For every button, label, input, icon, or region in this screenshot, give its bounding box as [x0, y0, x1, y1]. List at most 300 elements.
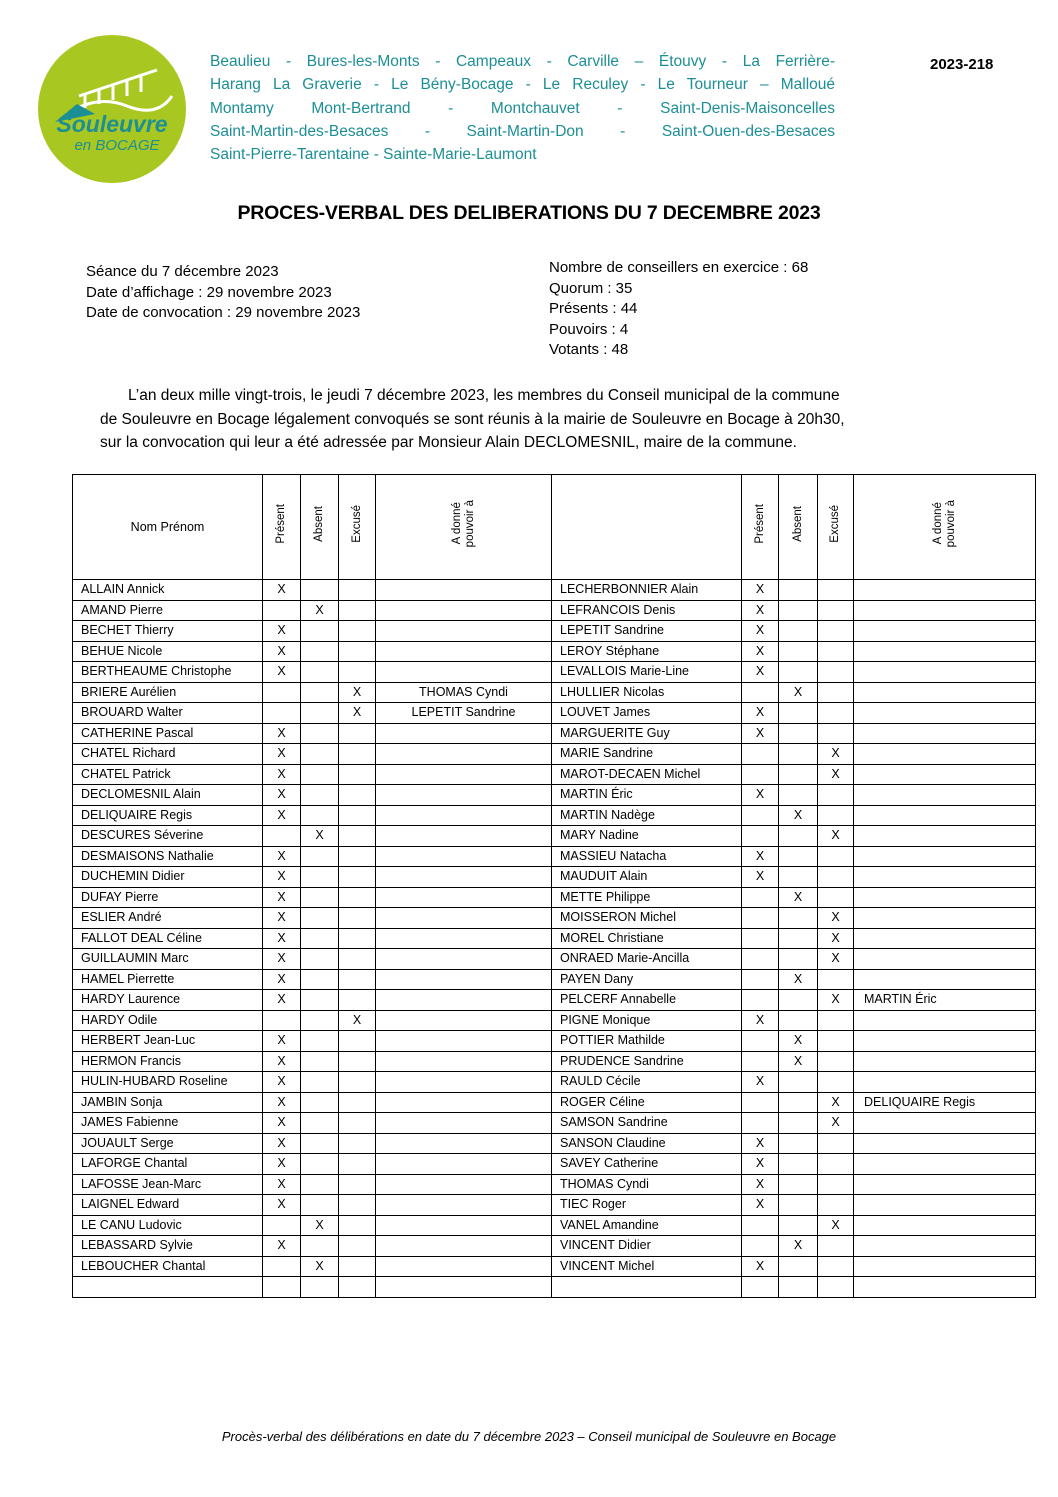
- proxy-name: [376, 580, 552, 601]
- header-pouvoir: A donné pouvoir à: [376, 475, 552, 580]
- absent-mark: [301, 785, 339, 806]
- document-reference: 2023-218: [930, 56, 994, 73]
- excuse-mark: [339, 1072, 376, 1093]
- proxy-name: [376, 805, 552, 826]
- member-name: POTTIER Mathilde: [552, 1031, 742, 1052]
- present-mark: X: [263, 805, 301, 826]
- present-mark: [742, 928, 779, 949]
- absent-mark: [779, 1092, 818, 1113]
- page-footer: Procès-verbal des délibérations en date du 7 décembre 2023 – Conseil municipal de Souleuvre en Bocage: [221, 1429, 837, 1444]
- absent-mark: [779, 1195, 818, 1216]
- excuse-mark: X: [818, 1215, 854, 1236]
- proxy-name: [376, 949, 552, 970]
- member-name: LEFRANCOIS Denis: [552, 600, 742, 621]
- present-mark: X: [263, 1092, 301, 1113]
- absent-mark: [301, 580, 339, 601]
- excuse-mark: [818, 1154, 854, 1175]
- excuse-mark: [339, 1092, 376, 1113]
- member-name: GUILLAUMIN Marc: [73, 949, 263, 970]
- present-mark: X: [742, 1256, 779, 1277]
- present-mark: X: [263, 990, 301, 1011]
- excuse-mark: X: [818, 1092, 854, 1113]
- excuse-mark: [818, 1277, 854, 1298]
- table-row: [73, 908, 1036, 929]
- absent-mark: [779, 785, 818, 806]
- present-mark: [742, 826, 779, 847]
- present-mark: X: [742, 1174, 779, 1195]
- excuse-mark: [818, 1195, 854, 1216]
- excuse-mark: [818, 621, 854, 642]
- present-mark: X: [263, 621, 301, 642]
- excuse-mark: [339, 1277, 376, 1298]
- absent-mark: [779, 908, 818, 929]
- absent-mark: [301, 1072, 339, 1093]
- proxy-name: [854, 785, 1036, 806]
- excuse-mark: [339, 600, 376, 621]
- present-mark: [742, 887, 779, 908]
- excuse-mark: [818, 1133, 854, 1154]
- count-votants: Votants : 48: [549, 341, 629, 358]
- member-name: DUFAY Pierre: [73, 887, 263, 908]
- absent-mark: [301, 867, 339, 888]
- absent-mark: [301, 744, 339, 765]
- table-row: [73, 805, 1036, 826]
- proxy-name: [376, 641, 552, 662]
- header-present: Présent: [263, 475, 301, 580]
- member-name: MASSIEU Natacha: [552, 846, 742, 867]
- present-mark: [742, 1277, 779, 1298]
- proxy-name: [854, 1277, 1036, 1298]
- table-row: [73, 1072, 1036, 1093]
- member-name: LAFOSSE Jean-Marc: [73, 1174, 263, 1195]
- proxy-name: [376, 1133, 552, 1154]
- member-name: LEBASSARD Sylvie: [73, 1236, 263, 1257]
- member-name: HARDY Odile: [73, 1010, 263, 1031]
- member-name: LEROY Stéphane: [552, 641, 742, 662]
- member-name: ROGER Céline: [552, 1092, 742, 1113]
- absent-mark: [301, 662, 339, 683]
- present-mark: [742, 949, 779, 970]
- header-excuse: Excusé: [339, 475, 376, 580]
- present-mark: X: [742, 785, 779, 806]
- table-row: [73, 1051, 1036, 1072]
- member-name: MARY Nadine: [552, 826, 742, 847]
- intro-paragraph: [100, 384, 962, 455]
- page-title: PROCES-VERBAL DES DELIBERATIONS DU 7 DECEMBRE 2023: [237, 202, 821, 224]
- excuse-mark: X: [818, 764, 854, 785]
- table-row: [73, 949, 1036, 970]
- member-name: MAUDUIT Alain: [552, 867, 742, 888]
- proxy-name: [376, 887, 552, 908]
- proxy-name: [376, 600, 552, 621]
- excuse-mark: [339, 1113, 376, 1134]
- member-name: VINCENT Michel: [552, 1256, 742, 1277]
- member-name: PAYEN Dany: [552, 969, 742, 990]
- proxy-name: MARTIN Éric: [854, 990, 1036, 1011]
- proxy-name: [854, 826, 1036, 847]
- member-name: JAMBIN Sonja: [73, 1092, 263, 1113]
- communes-line: Saint-Pierre-Tarentaine - Sainte-Marie-Laumont: [210, 146, 537, 164]
- absent-mark: X: [301, 600, 339, 621]
- present-mark: X: [263, 1113, 301, 1134]
- proxy-name: [376, 1195, 552, 1216]
- absent-mark: [779, 990, 818, 1011]
- member-name: BROUARD Walter: [73, 703, 263, 724]
- excuse-mark: [339, 641, 376, 662]
- table-row: [73, 990, 1036, 1011]
- table-row: [73, 662, 1036, 683]
- proxy-name: [854, 621, 1036, 642]
- member-name: SAMSON Sandrine: [552, 1113, 742, 1134]
- absent-mark: [779, 600, 818, 621]
- absent-mark: [301, 1277, 339, 1298]
- member-name: HERBERT Jean-Luc: [73, 1031, 263, 1052]
- proxy-name: [854, 928, 1036, 949]
- proxy-name: [376, 1277, 552, 1298]
- excuse-mark: [818, 600, 854, 621]
- present-mark: X: [263, 1031, 301, 1052]
- present-mark: [742, 744, 779, 765]
- absent-mark: X: [779, 1236, 818, 1257]
- absent-mark: [779, 1072, 818, 1093]
- table-header-row: [73, 475, 1036, 580]
- count-exercice: Nombre de conseillers en exercice : 68: [549, 259, 809, 276]
- table-row: [73, 682, 1036, 703]
- table-row: [73, 1236, 1036, 1257]
- excuse-mark: [818, 1010, 854, 1031]
- excuse-mark: [339, 744, 376, 765]
- excuse-mark: [339, 1174, 376, 1195]
- excuse-mark: [818, 580, 854, 601]
- excuse-mark: X: [818, 949, 854, 970]
- absent-mark: [301, 1051, 339, 1072]
- proxy-name: [376, 1051, 552, 1072]
- present-mark: X: [263, 1236, 301, 1257]
- excuse-mark: [339, 908, 376, 929]
- member-name: LOUVET James: [552, 703, 742, 724]
- excuse-mark: [818, 785, 854, 806]
- present-mark: X: [742, 703, 779, 724]
- absent-mark: [301, 1092, 339, 1113]
- excuse-mark: [339, 785, 376, 806]
- absent-mark: [779, 1256, 818, 1277]
- excuse-mark: [339, 1236, 376, 1257]
- present-mark: [263, 703, 301, 724]
- table-row: [73, 1092, 1036, 1113]
- proxy-name: [854, 1195, 1036, 1216]
- present-mark: X: [742, 621, 779, 642]
- member-name: PRUDENCE Sandrine: [552, 1051, 742, 1072]
- proxy-name: [376, 662, 552, 683]
- present-mark: [263, 1277, 301, 1298]
- present-mark: X: [263, 846, 301, 867]
- absent-mark: X: [301, 1256, 339, 1277]
- proxy-name: [376, 826, 552, 847]
- present-mark: X: [742, 662, 779, 683]
- excuse-mark: [339, 969, 376, 990]
- table-row: [73, 1154, 1036, 1175]
- present-mark: X: [263, 949, 301, 970]
- absent-mark: X: [779, 887, 818, 908]
- absent-mark: [779, 1154, 818, 1175]
- affichage-date: Date d’affichage : 29 novembre 2023: [86, 283, 332, 301]
- table-row: [73, 600, 1036, 621]
- absent-mark: X: [779, 805, 818, 826]
- absent-mark: X: [779, 1051, 818, 1072]
- member-name: LAIGNEL Edward: [73, 1195, 263, 1216]
- member-name: LEBOUCHER Chantal: [73, 1256, 263, 1277]
- present-mark: [263, 1256, 301, 1277]
- proxy-name: [854, 1031, 1036, 1052]
- excuse-mark: [339, 867, 376, 888]
- present-mark: X: [263, 1051, 301, 1072]
- absent-mark: [779, 846, 818, 867]
- proxy-name: [854, 723, 1036, 744]
- absent-mark: [301, 621, 339, 642]
- table-row: [73, 1113, 1036, 1134]
- member-name: MOREL Christiane: [552, 928, 742, 949]
- member-name: LHULLIER Nicolas: [552, 682, 742, 703]
- member-name: SANSON Claudine: [552, 1133, 742, 1154]
- excuse-mark: X: [818, 1113, 854, 1134]
- excuse-mark: [339, 1154, 376, 1175]
- member-name: HULIN-HUBARD Roseline: [73, 1072, 263, 1093]
- member-name: MARIE Sandrine: [552, 744, 742, 765]
- excuse-mark: X: [818, 826, 854, 847]
- absent-mark: [301, 641, 339, 662]
- member-name: MARTIN Éric: [552, 785, 742, 806]
- absent-mark: [779, 580, 818, 601]
- excuse-mark: [818, 662, 854, 683]
- present-mark: [263, 600, 301, 621]
- logo-text-2: en BOCAGE: [74, 137, 160, 154]
- absent-mark: [779, 662, 818, 683]
- member-name: SAVEY Catherine: [552, 1154, 742, 1175]
- proxy-name: [854, 1133, 1036, 1154]
- absent-mark: [779, 641, 818, 662]
- proxy-name: [376, 908, 552, 929]
- absent-mark: [779, 744, 818, 765]
- proxy-name: [376, 723, 552, 744]
- communes-list: [210, 50, 835, 166]
- absent-mark: [779, 949, 818, 970]
- absent-mark: [779, 723, 818, 744]
- absent-mark: [301, 1031, 339, 1052]
- table-row: [73, 580, 1036, 601]
- table-row: [73, 1174, 1036, 1195]
- absent-mark: [301, 764, 339, 785]
- proxy-name: [854, 580, 1036, 601]
- proxy-name: [376, 1092, 552, 1113]
- present-mark: X: [742, 1154, 779, 1175]
- proxy-name: [376, 1174, 552, 1195]
- present-mark: [742, 908, 779, 929]
- count-quorum: Quorum : 35: [549, 279, 633, 297]
- excuse-mark: [818, 846, 854, 867]
- header-pouvoir: A donné pouvoir à: [854, 475, 1036, 580]
- excuse-mark: [339, 1215, 376, 1236]
- absent-mark: [779, 928, 818, 949]
- proxy-name: [376, 764, 552, 785]
- member-name: FALLOT DEAL Céline: [73, 928, 263, 949]
- table-row: [73, 1195, 1036, 1216]
- proxy-name: [854, 846, 1036, 867]
- member-name: VANEL Amandine: [552, 1215, 742, 1236]
- proxy-name: LEPETIT Sandrine: [376, 703, 552, 724]
- present-mark: X: [263, 1072, 301, 1093]
- proxy-name: [854, 969, 1036, 990]
- member-name: BEHUE Nicole: [73, 641, 263, 662]
- header-name: Nom Prénom: [73, 475, 263, 580]
- member-name: DECLOMESNIL Alain: [73, 785, 263, 806]
- table-row: [73, 785, 1036, 806]
- absent-mark: [301, 990, 339, 1011]
- table-row: [73, 641, 1036, 662]
- proxy-name: [854, 1174, 1036, 1195]
- present-mark: X: [742, 1072, 779, 1093]
- present-mark: [742, 682, 779, 703]
- absent-mark: [301, 805, 339, 826]
- proxy-name: [376, 785, 552, 806]
- absent-mark: [301, 1195, 339, 1216]
- excuse-mark: [818, 723, 854, 744]
- absent-mark: X: [301, 1215, 339, 1236]
- excuse-mark: [818, 805, 854, 826]
- present-mark: X: [263, 908, 301, 929]
- table-row: [73, 1256, 1036, 1277]
- header-excuse: Excusé: [818, 475, 854, 580]
- member-name: DESMAISONS Nathalie: [73, 846, 263, 867]
- absent-mark: X: [301, 826, 339, 847]
- member-name: METTE Philippe: [552, 887, 742, 908]
- souleuvre-logo: [37, 34, 187, 184]
- excuse-mark: [818, 1051, 854, 1072]
- proxy-name: THOMAS Cyndi: [376, 682, 552, 703]
- absent-mark: [301, 723, 339, 744]
- proxy-name: [376, 1010, 552, 1031]
- present-mark: [742, 1092, 779, 1113]
- convocation-date: Date de convocation : 29 novembre 2023: [86, 304, 361, 321]
- member-name: CHATEL Richard: [73, 744, 263, 765]
- excuse-mark: [339, 764, 376, 785]
- absent-mark: [779, 1174, 818, 1195]
- present-mark: [742, 1236, 779, 1257]
- present-mark: [263, 682, 301, 703]
- proxy-name: [854, 949, 1036, 970]
- table-row: [73, 723, 1036, 744]
- member-name: PELCERF Annabelle: [552, 990, 742, 1011]
- absent-mark: [301, 887, 339, 908]
- excuse-mark: X: [818, 908, 854, 929]
- absent-mark: [779, 1277, 818, 1298]
- member-name: JOUAULT Serge: [73, 1133, 263, 1154]
- absent-mark: X: [779, 682, 818, 703]
- proxy-name: [376, 744, 552, 765]
- proxy-name: [854, 887, 1036, 908]
- excuse-mark: [339, 580, 376, 601]
- excuse-mark: [339, 805, 376, 826]
- present-mark: X: [263, 744, 301, 765]
- proxy-name: [376, 1072, 552, 1093]
- present-mark: X: [263, 1195, 301, 1216]
- member-name: [73, 1277, 263, 1298]
- member-name: ESLIER André: [73, 908, 263, 929]
- absent-mark: [301, 969, 339, 990]
- excuse-mark: X: [818, 928, 854, 949]
- absent-mark: [301, 949, 339, 970]
- present-mark: X: [263, 580, 301, 601]
- excuse-mark: [339, 990, 376, 1011]
- table-row: [73, 867, 1036, 888]
- proxy-name: [854, 1051, 1036, 1072]
- member-name: RAULD Cécile: [552, 1072, 742, 1093]
- excuse-mark: X: [339, 703, 376, 724]
- proxy-name: [854, 600, 1036, 621]
- present-mark: X: [263, 641, 301, 662]
- absent-mark: [301, 846, 339, 867]
- communes-line: Saint-Martin-des-Besaces - Saint-Martin-Don - Saint-Ouen-des-Besaces: [210, 122, 835, 140]
- present-mark: [742, 764, 779, 785]
- table-row: [73, 1277, 1036, 1298]
- member-name: PIGNE Monique: [552, 1010, 742, 1031]
- member-name: CHATEL Patrick: [73, 764, 263, 785]
- excuse-mark: [339, 928, 376, 949]
- proxy-name: [376, 1031, 552, 1052]
- absent-mark: [301, 1010, 339, 1031]
- absent-mark: [301, 928, 339, 949]
- session-info: [86, 262, 360, 324]
- member-name: MARTIN Nadège: [552, 805, 742, 826]
- proxy-name: [376, 867, 552, 888]
- proxy-name: [854, 641, 1036, 662]
- absent-mark: [779, 764, 818, 785]
- present-mark: X: [742, 600, 779, 621]
- absent-mark: [301, 1174, 339, 1195]
- excuse-mark: X: [339, 682, 376, 703]
- absent-mark: [301, 1236, 339, 1257]
- member-name: MARGUERITE Guy: [552, 723, 742, 744]
- excuse-mark: [818, 887, 854, 908]
- table-row: [73, 969, 1036, 990]
- intro-line: de Souleuvre en Bocage légalement convoqués se sont réunis à la mairie de Souleuvre en Bocage à 20h30,: [100, 410, 845, 428]
- member-name: MAROT-DECAEN Michel: [552, 764, 742, 785]
- absent-mark: [301, 703, 339, 724]
- table-row: [73, 1010, 1036, 1031]
- absent-mark: [779, 826, 818, 847]
- present-mark: [742, 805, 779, 826]
- absent-mark: [301, 908, 339, 929]
- absent-mark: [779, 867, 818, 888]
- absent-mark: [779, 1215, 818, 1236]
- proxy-name: DELIQUAIRE Regis: [854, 1092, 1036, 1113]
- present-mark: [742, 990, 779, 1011]
- excuse-mark: [818, 1174, 854, 1195]
- member-name: BRIERE Aurélien: [73, 682, 263, 703]
- excuse-mark: [818, 682, 854, 703]
- table-row: [73, 1031, 1036, 1052]
- present-mark: [742, 1215, 779, 1236]
- absent-mark: [779, 1113, 818, 1134]
- proxy-name: [854, 764, 1036, 785]
- present-mark: X: [742, 1133, 779, 1154]
- table-row: [73, 928, 1036, 949]
- present-mark: X: [263, 764, 301, 785]
- excuse-mark: [339, 846, 376, 867]
- present-mark: X: [263, 969, 301, 990]
- table-row: [73, 887, 1036, 908]
- proxy-name: [854, 1236, 1036, 1257]
- excuse-mark: X: [339, 1010, 376, 1031]
